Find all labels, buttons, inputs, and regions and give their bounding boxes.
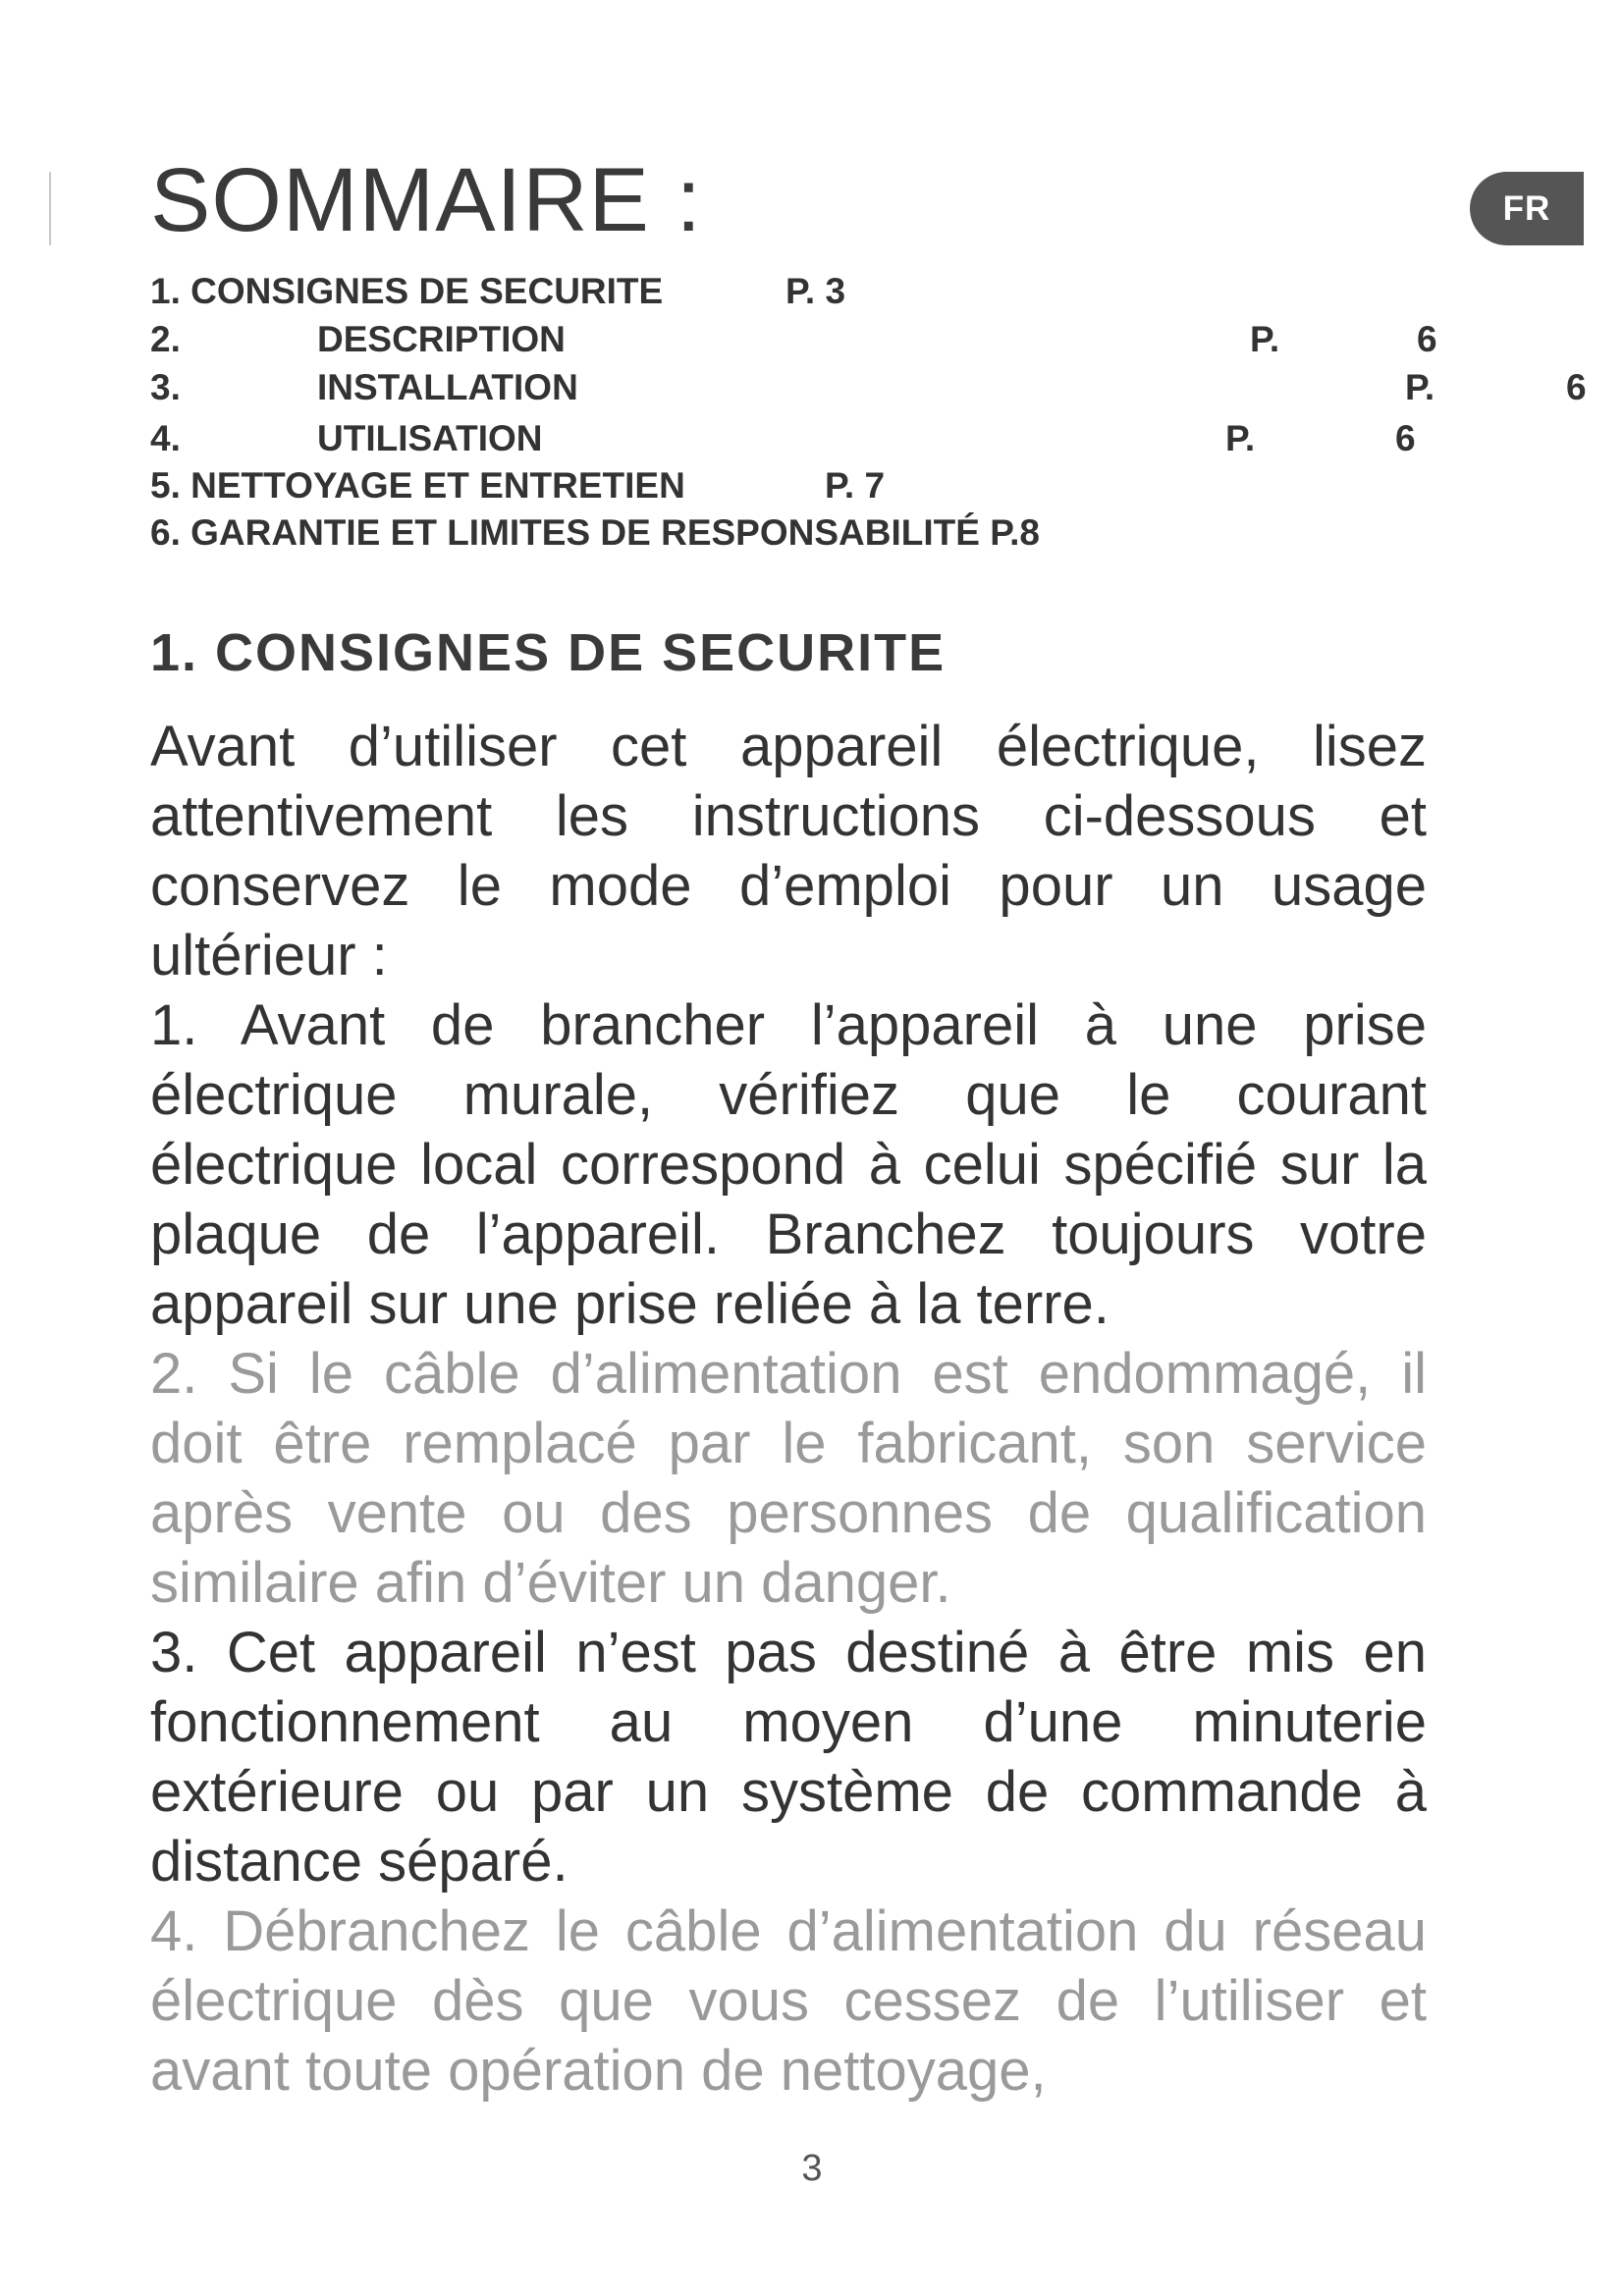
safety-item-2: 2. Si le câble d’alimentation est endommagé, il doit être remplacé par le fabricant, son service après vente ou des personnes de qualification similaire afin d’éviter un danger. [150,1342,1427,1615]
safety-item-1: 1. Avant de brancher l’appareil à une prise électrique murale, vérifiez que le courant électrique local correspond à celui spécifié sur la plaque de l’appareil. Branchez toujours votre appareil sur une prise reliée à la terre. [150,993,1427,1336]
page-title: SOMMAIRE : [150,150,703,250]
safety-item-4: 4. Débranchez le câble d’alimentation du réseau électrique dès que vous cessez de l’utiliser et avant toute opération de nettoyage, [150,1899,1427,2103]
section-heading: 1. CONSIGNES DE SECURITE [150,623,947,682]
toc-item-page-number: 6 [1417,319,1437,359]
section-body [150,712,1427,2106]
toc-item-page: P. 7 [825,465,886,506]
safety-item-3: 3. Cet appareil n’est pas destiné à être mis en fonctionnement au moyen d’une minuterie extérieure ou par un système de commande à distance séparé. [150,1621,1427,1894]
toc-item-number: 2. [150,319,181,359]
page-number: 3 [801,2148,823,2189]
toc-item-page-number: 6 [1395,418,1416,458]
toc-item-number: 4. [150,418,181,458]
toc-item-page-number: 6 [1566,367,1587,407]
toc-item-page-prefix: P. [1250,319,1280,359]
toc-item-page: P. 3 [785,271,846,311]
toc-item-page-prefix: P. [1405,367,1435,407]
toc-item-label: 1. CONSIGNES DE SECURITE [150,271,664,311]
toc-item-number: 3. [150,367,181,407]
toc-item-label: 5. NETTOYAGE ET ENTRETIEN [150,465,685,506]
toc-item-label: INSTALLATION [317,367,578,407]
toc-item-label: 6. GARANTIE ET LIMITES DE RESPONSABILITÉ P.8 [150,512,1040,553]
language-badge: FR [1470,172,1584,245]
toc-item-label: DESCRIPTION [317,319,566,359]
toc-item-page-prefix: P. [1225,418,1256,458]
toc-item-label: UTILISATION [317,418,543,458]
margin-divider [49,172,51,245]
intro-paragraph: Avant d’utiliser cet appareil électrique, lisez attentivement les instructions ci-dessous et conservez le mode d’emploi pour un usage ultérieur : [150,715,1427,988]
